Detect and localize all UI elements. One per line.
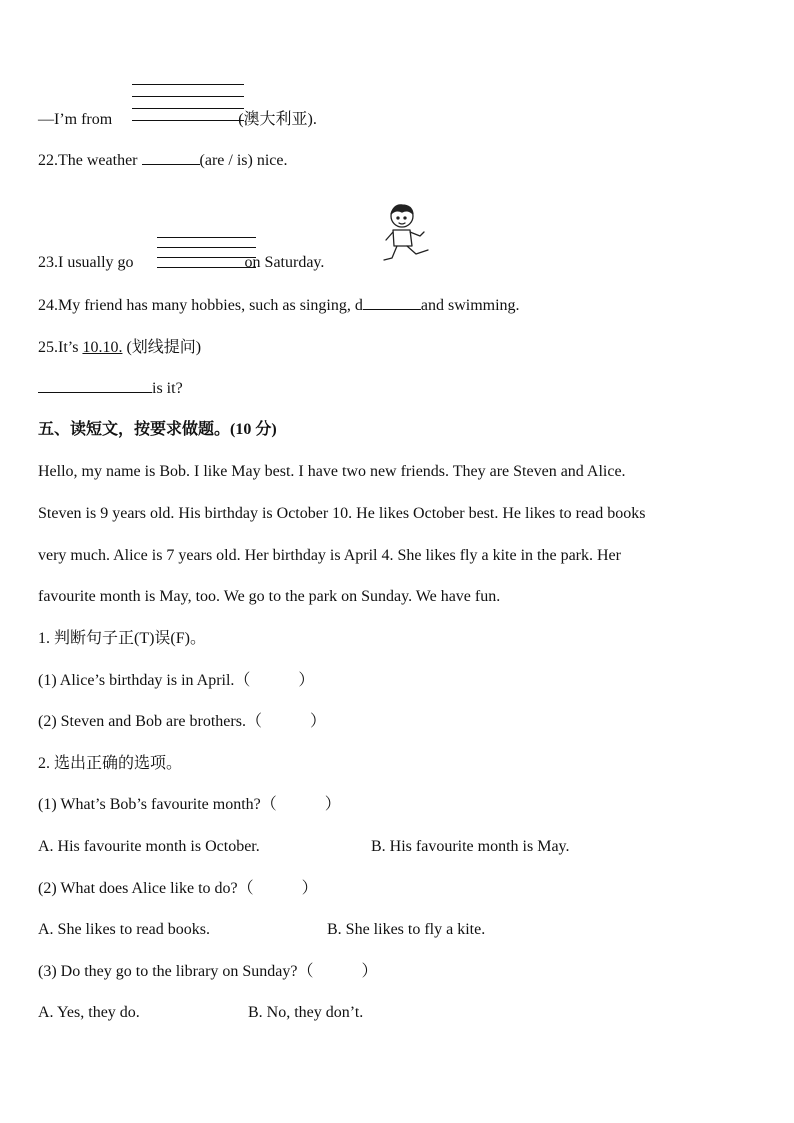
mc-question-3-text: (3) Do they go to the library on Sunday? — [38, 963, 298, 980]
q25-underlined-time: 10.10. — [82, 339, 123, 356]
answer-paren-tf-2[interactable]: （ ） — [245, 713, 326, 730]
q25-prefix: 25.It’s — [38, 339, 79, 356]
mc-question-1-text: (1) What’s Bob’s favourite month? — [38, 796, 261, 813]
q21-prefix: —I’m from — [38, 111, 113, 128]
passage-line: very much. Alice is 7 years old. Her birthday is April 4. She likes fly a kite in the park. Her — [38, 547, 621, 564]
q23-prefix: 23.I usually go — [38, 254, 134, 271]
mc-question-2-text: (2) What does Alice like to do? — [38, 880, 238, 897]
answer-paren-mc-2[interactable]: （ ） — [237, 880, 318, 897]
passage-line: Hello, my name is Bob. I like May best. I have two new friends. They are Steven and Alice. — [38, 463, 626, 480]
mc-option-3a: A. Yes, they do. — [38, 1004, 140, 1021]
passage-line: Steven is 9 years old. His birthday is October 10. He likes October best. He likes to read books — [38, 505, 646, 522]
question-23 — [38, 253, 324, 273]
answer-paren-mc-1[interactable]: （ ） — [260, 796, 341, 813]
mc-option-2a: A. She likes to read books. — [38, 921, 210, 938]
mc-question-2 — [38, 879, 318, 899]
q24-suffix: and swimming. — [420, 297, 520, 314]
mc-option-2b: B. She likes to fly a kite. — [327, 921, 486, 938]
boy-running-icon — [380, 200, 438, 270]
q21-hint: (澳大利亚). — [238, 111, 317, 128]
answer-paren-tf-1[interactable]: （ ） — [234, 672, 315, 689]
mc-option-1b: B. His favourite month is May. — [371, 838, 570, 855]
mc-question-1 — [38, 795, 341, 815]
q22-prefix: 22.The weather — [38, 152, 138, 169]
part-1-title: 1. 判断句子正(T)误(F)。 — [38, 630, 206, 647]
section-5-title: 五、读短文，按要求做题。(10 分) — [38, 421, 277, 438]
q25-answer-suffix: is it? — [152, 380, 183, 397]
part-2-title: 2. 选出正确的选项。 — [38, 755, 183, 772]
tf-item-1 — [38, 671, 314, 691]
question-22 — [38, 151, 287, 171]
question-24 — [38, 296, 520, 316]
q25-hint: (划线提问) — [126, 339, 202, 356]
answer-blank-q24[interactable] — [363, 308, 421, 310]
tf-item-2-text: (2) Steven and Bob are brothers. — [38, 713, 246, 730]
question-25-answer — [38, 379, 183, 399]
mc-option-1a: A. His favourite month is October. — [38, 838, 260, 855]
answer-blank-q22[interactable] — [142, 163, 200, 165]
passage-line: favourite month is May, too. We go to the park on Sunday. We have fun. — [38, 588, 501, 605]
mc-option-3b: B. No, they don’t. — [248, 1004, 364, 1021]
question-21 — [38, 110, 317, 130]
tf-item-1-text: (1) Alice’s birthday is in April. — [38, 672, 235, 689]
answer-blank-q25[interactable] — [38, 391, 152, 393]
question-25 — [38, 338, 201, 358]
tf-item-2 — [38, 712, 326, 732]
answer-paren-mc-3[interactable]: （ ） — [297, 963, 378, 980]
q23-suffix: on Saturday. — [244, 254, 325, 271]
mc-question-3 — [38, 962, 378, 982]
q22-suffix: (are / is) nice. — [199, 152, 288, 169]
q24-prefix: 24.My friend has many hobbies, such as singing, d — [38, 297, 363, 314]
